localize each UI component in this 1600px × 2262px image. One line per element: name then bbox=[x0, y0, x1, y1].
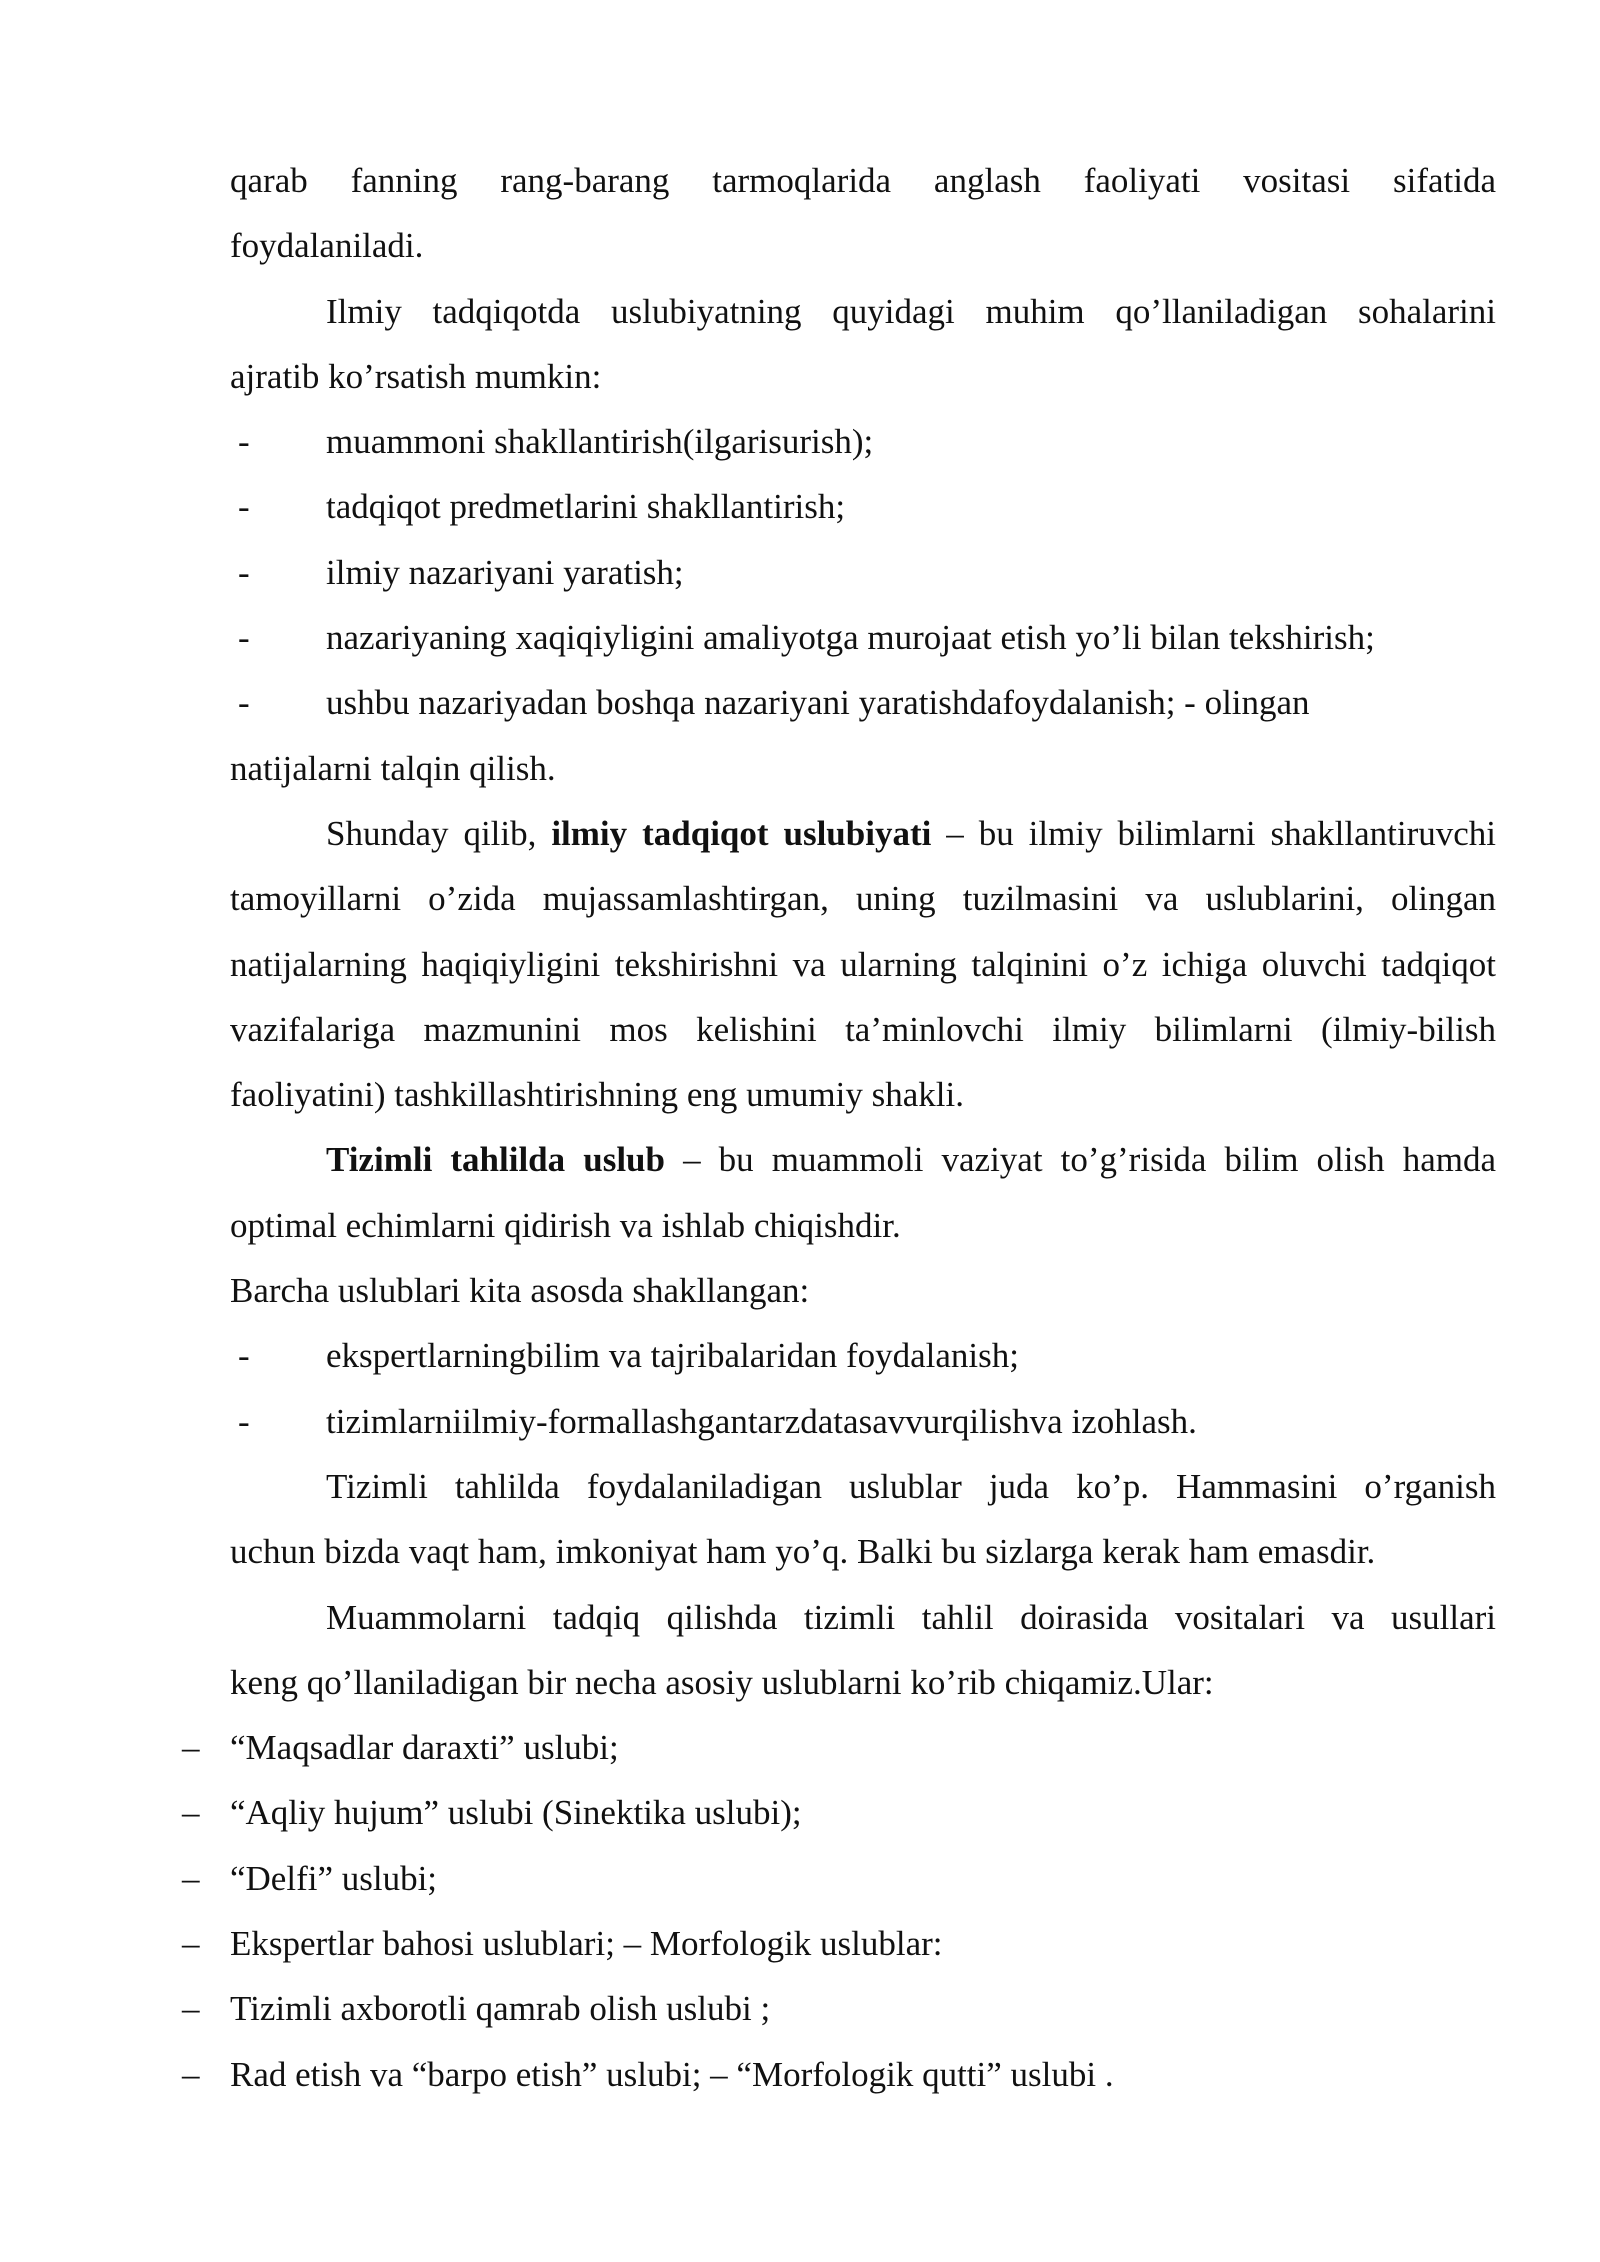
list-item-text: nazariyaning xaqiqiyligini amaliyotga murojaat etish yo’li bilan tekshirish; bbox=[326, 618, 1375, 658]
text-line: keng qo’llaniladigan bir necha asosiy uslublarni ko’rib chiqamiz.Ular: bbox=[230, 1662, 1214, 1702]
list-emdash-marker: – bbox=[182, 2054, 200, 2094]
list-item-text: ushbu nazariyadan boshqa nazariyani yaratishdafoydalanish; - olingan bbox=[326, 683, 1310, 723]
list-item-text: ilmiy nazariyani yaratish; bbox=[326, 552, 684, 592]
list-item bbox=[182, 1846, 1496, 1911]
list-item-text: tadqiqot predmetlarini shakllantirish; bbox=[326, 487, 846, 527]
paragraph-methods-basis: Barcha uslublari kita asosda shakllangan: bbox=[230, 1271, 810, 1311]
list-dash-marker: - bbox=[238, 487, 250, 527]
list-item bbox=[230, 540, 1496, 605]
list-item-text: tizimlarniilmiy-formallashgantarzdatasavvurqilishva izohlash. bbox=[326, 1401, 1197, 1441]
list-item bbox=[182, 1976, 1496, 2041]
text-line: Ilmiy tadqiqotda uslubiyatning quyidagi muhim qo’llaniladigan sohalarini bbox=[326, 291, 1496, 331]
paragraph-main-methods bbox=[230, 1585, 1496, 1716]
list-item-text: Tizimli axborotli qamrab olish uslubi ; bbox=[230, 1989, 771, 2029]
text-run: – bu muammoli vaziyat to’g’risida bilim olish hamda optimal echimlarni qidirish va ishlab chiqishdir. bbox=[230, 1140, 1496, 1245]
paragraph-definition-methodology bbox=[230, 801, 1496, 1127]
list-dash-marker: - bbox=[238, 422, 250, 462]
paragraph-many-methods bbox=[230, 1454, 1496, 1585]
list-item bbox=[182, 2042, 1496, 2107]
text-line: Tizimli tahlilda foydalaniladigan uslublar juda ko’p. Hammasini o’rganish bbox=[326, 1466, 1496, 1506]
list-dash-marker: - bbox=[238, 683, 250, 723]
list-dash-marker: - bbox=[238, 1336, 250, 1376]
list-emdash-marker: – bbox=[182, 1924, 200, 1964]
list-dash-marker: - bbox=[238, 552, 250, 592]
paragraph-definition-systems-analysis bbox=[230, 1127, 1496, 1258]
list-item bbox=[230, 1389, 1496, 1454]
bold-term: Tizimli tahlilda uslub bbox=[326, 1140, 665, 1180]
paragraph-continuation bbox=[230, 148, 1496, 279]
list-item-text: “Aqliy hujum” uslubi (Sinektika uslubi); bbox=[230, 1793, 802, 1833]
list-item bbox=[230, 474, 1496, 539]
list-dash-marker: - bbox=[238, 618, 250, 658]
list-main-methods bbox=[182, 1715, 1496, 2107]
paragraph-intro-areas bbox=[230, 279, 1496, 410]
list-research-areas bbox=[230, 409, 1496, 801]
text-line: qarab fanning rang-barang tarmoqlarida anglash faoliyati vositasi sifatida bbox=[230, 161, 1496, 200]
text-line: foydalaniladi. bbox=[230, 226, 424, 266]
list-item bbox=[230, 670, 1496, 735]
text-line: ajratib ko’rsatish mumkin: bbox=[230, 356, 602, 396]
list-emdash-marker: – bbox=[182, 1858, 200, 1898]
list-item-text: “Delfi” uslubi; bbox=[230, 1858, 438, 1898]
text-run: Shunday qilib, bbox=[326, 813, 552, 853]
document-page bbox=[182, 148, 1496, 2107]
list-item-text: muammoni shakllantirish(ilgarisurish); bbox=[326, 422, 874, 462]
list-methods-basis bbox=[230, 1323, 1496, 1454]
list-item bbox=[182, 1715, 1496, 1780]
text-line: Muammolarni tadqiq qilishda tizimli tahlil doirasida vositalari va usullari bbox=[326, 1597, 1496, 1637]
list-emdash-marker: – bbox=[182, 1793, 200, 1833]
list-emdash-marker: – bbox=[182, 1989, 200, 2029]
list-item bbox=[230, 1323, 1496, 1388]
list-item bbox=[182, 1911, 1496, 1976]
list-item-text: “Maqsadlar daraxti” uslubi; bbox=[230, 1728, 619, 1768]
list-dash-marker: - bbox=[238, 1401, 250, 1441]
text-run: – bu ilmiy bilimlarni shakllantiruvchi tamoyillarni o’zida mujassamlashtirgan, uning tuzilmasini va uslublarini, olingan natijalarning haqiqiyligini tekshirishni va ularning talqinini o’z ichiga oluvchi tadqiqot vazifalariga mazmunini mos kelishini ta’minlovchi ilmiy bilimlarni (ilmiy-bilish faoliyatini) tashkillashtirishning eng umumiy shakli. bbox=[230, 813, 1496, 1115]
list-item-text: Ekspertlar bahosi uslublari; – Morfologik uslublar: bbox=[230, 1924, 943, 1964]
list-item bbox=[230, 605, 1496, 670]
bold-term: ilmiy tadqiqot uslubiyati bbox=[551, 813, 932, 853]
list-item-text: ekspertlarningbilim va tajribalaridan foydalanish; bbox=[326, 1336, 1019, 1376]
list-item-text: Rad etish va “barpo etish” uslubi; – “Morfologik qutti” uslubi . bbox=[230, 2054, 1114, 2094]
list-item bbox=[230, 409, 1496, 474]
list-item bbox=[182, 1780, 1496, 1845]
text-line: uchun bizda vaqt ham, imkoniyat ham yo’q. Balki bu sizlarga kerak ham emasdir. bbox=[230, 1532, 1376, 1572]
list-emdash-marker: – bbox=[182, 1728, 200, 1768]
text-line: natijalarni talqin qilish. bbox=[230, 748, 556, 788]
